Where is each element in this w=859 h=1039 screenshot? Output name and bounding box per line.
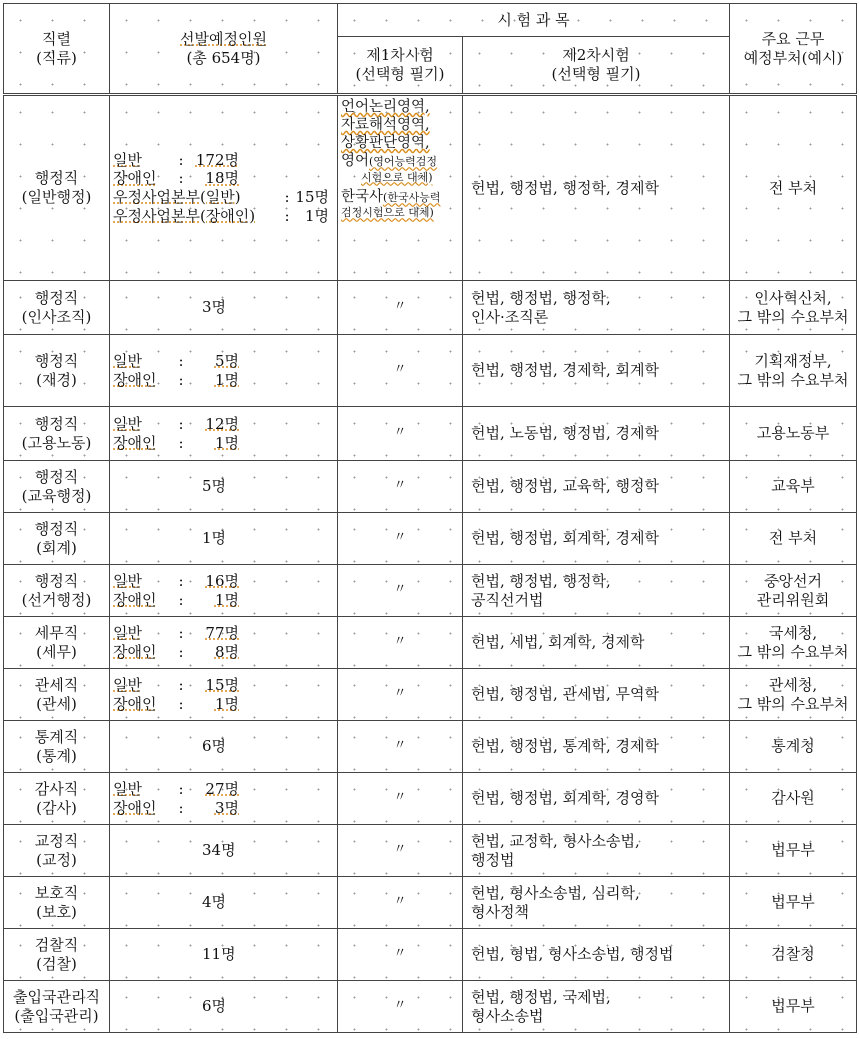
header-second-exam: 제2차시험 (선택형 필기) [463, 37, 730, 95]
quota-separator: : [178, 169, 184, 188]
quota-separator: : [178, 351, 184, 370]
cell-quota [110, 929, 338, 981]
second-exam-subjects: 헌법, 세법, 회계학, 경제학 [471, 633, 645, 652]
position-text: (교육행정) [21, 486, 92, 505]
english-label: 영어 [341, 153, 370, 170]
quota-line [113, 591, 334, 610]
second-exam-subjects: 헌법, 행정법, 경제학, 회계학 [471, 361, 659, 380]
ditto-mark: 〃 [393, 425, 407, 441]
cell-second-exam [463, 773, 730, 825]
quota-separator: : [178, 623, 184, 642]
cell-second-exam [463, 565, 730, 617]
quota-breakdown [113, 572, 334, 610]
cell-position [4, 721, 110, 773]
quota-label: 장애인 [113, 590, 157, 609]
ditto-mark: 〃 [393, 299, 407, 315]
first-exam-subject: 상황판단영역, [341, 135, 430, 152]
english-note: 시험으로 대체) [361, 170, 433, 184]
quota-separator: : [284, 206, 290, 225]
quota-label: 일반 [113, 623, 142, 642]
table-body [4, 95, 857, 1033]
table-row [4, 617, 857, 669]
position-text: (관세) [36, 694, 77, 713]
department-text: 그 밖의 수요부처 [737, 694, 849, 713]
quota-value: 12명 [205, 414, 239, 433]
cell-quota [110, 407, 338, 461]
ditto-mark: 〃 [393, 582, 407, 598]
position-text: 행정직 [34, 519, 79, 538]
first-exam-subject: 자료해석영역, [341, 117, 430, 134]
table-row [4, 407, 857, 461]
cell-first-exam [338, 565, 463, 617]
cell-quota [110, 335, 338, 407]
quota-separator: : [178, 414, 184, 433]
table-header [4, 4, 857, 95]
cell-second-exam [463, 461, 730, 513]
position-text: 행정직 [34, 288, 79, 307]
table-row [4, 669, 857, 721]
cell-quota [110, 461, 338, 513]
quota-label: 우정사업본부(일반) [113, 188, 241, 206]
department-text: 감사원 [771, 789, 815, 808]
recruitment-table [3, 3, 857, 1033]
department-text: 중앙선거 [764, 571, 822, 590]
quota-total: 1명 [202, 529, 227, 548]
second-exam-subjects: 행정법 [471, 850, 515, 869]
header-first-exam: 제1차시험 (선택형 필기) [338, 37, 463, 95]
quota-label: 장애인 [113, 642, 157, 661]
quota-value: 5명 [214, 351, 239, 370]
position-text: (재경) [36, 370, 77, 389]
quota-label: 우정사업본부(장애인) [113, 206, 256, 225]
position-text: (선거행정) [21, 590, 92, 609]
cell-quota [110, 617, 338, 669]
cell-position [4, 929, 110, 981]
cell-department [730, 407, 857, 461]
quota-line [113, 624, 334, 643]
quota-line [113, 207, 334, 226]
quota-line [113, 415, 334, 434]
cell-position [4, 981, 110, 1033]
quota-total: 5명 [202, 477, 227, 496]
second-exam-subjects: 헌법, 형사소송법, 심리학, [471, 883, 640, 902]
position-text: 행정직 [34, 571, 79, 590]
department-text: 그 밖의 수요부처 [737, 370, 849, 389]
quota-breakdown [113, 624, 334, 662]
cell-department [730, 981, 857, 1033]
table-row [4, 773, 857, 825]
position-text: 보호직 [34, 883, 79, 902]
ditto-mark: 〃 [393, 946, 407, 962]
cell-second-exam [463, 407, 730, 461]
department-text: 인사혁신처, [754, 288, 832, 307]
cell-first-exam [338, 513, 463, 565]
ditto-mark: 〃 [393, 842, 407, 858]
cell-first-exam [338, 281, 463, 335]
header-quota: 선발예정인원 (총 654명) [110, 4, 338, 95]
quota-separator: : [178, 571, 184, 590]
table-row [4, 513, 857, 565]
cell-department [730, 929, 857, 981]
cell-first-exam [338, 335, 463, 407]
quota-separator: : [178, 694, 184, 713]
second-exam-subjects: 헌법, 행정법, 통계학, 경제학 [471, 737, 659, 756]
quota-value: 1명 [304, 206, 329, 225]
table-row [4, 461, 857, 513]
quota-label: 장애인 [113, 694, 157, 713]
quota-separator: : [178, 675, 184, 694]
table-row [4, 929, 857, 981]
cell-department [730, 281, 857, 335]
second-exam-subjects: 인사·조직론 [471, 307, 549, 326]
quota-value: 27명 [205, 779, 239, 798]
position-text: 통계직 [34, 727, 79, 746]
cell-position [4, 281, 110, 335]
cell-first-exam [338, 721, 463, 773]
cell-first-exam [338, 929, 463, 981]
department-text: 전 부처 [768, 529, 818, 548]
table-row [4, 95, 857, 281]
second-exam-subjects: 헌법, 노동법, 행정법, 경제학 [471, 424, 659, 443]
cell-position [4, 825, 110, 877]
quota-label: 일반 [113, 779, 142, 798]
second-exam-subjects: 헌법, 행정법, 회계학, 경제학 [471, 529, 659, 548]
quota-value: 172명 [195, 150, 239, 169]
cell-second-exam [463, 335, 730, 407]
position-text: (검찰) [36, 954, 77, 973]
english-subject [341, 152, 459, 170]
cell-department [730, 825, 857, 877]
cell-first-exam [338, 407, 463, 461]
cell-first-exam [338, 877, 463, 929]
quota-line [113, 151, 334, 170]
quota-label: 일반 [113, 675, 142, 694]
ditto-mark: 〃 [393, 894, 407, 910]
position-text: 출입국관리직 [13, 987, 100, 1006]
cell-first-exam [338, 617, 463, 669]
quota-breakdown [113, 780, 334, 818]
quota-separator: : [178, 433, 184, 452]
quota-value: 8명 [214, 642, 239, 661]
second-exam-subjects: 헌법, 행정법, 행정학, [471, 288, 611, 307]
department-text: 관세청, [768, 675, 818, 694]
ditto-mark: 〃 [393, 686, 407, 702]
quota-line [113, 780, 334, 799]
cell-position [4, 617, 110, 669]
cell-second-exam [463, 669, 730, 721]
department-text: 교육부 [771, 477, 815, 496]
cell-department [730, 513, 857, 565]
cell-quota [110, 877, 338, 929]
department-text: 기획재정부, [754, 351, 832, 370]
cell-quota [110, 981, 338, 1033]
department-text: 통계청 [771, 737, 815, 756]
english-note: (영어능력검정 [369, 155, 438, 169]
table-row [4, 335, 857, 407]
header-dept: 주요 근무 예정부처(예시) [730, 4, 857, 95]
quota-line [113, 371, 334, 390]
quota-value: 3명 [214, 798, 239, 817]
header-subjects: 시 험 과 목 [338, 4, 730, 37]
table-row [4, 281, 857, 335]
position-text: (보호) [36, 902, 77, 921]
position-text: 세무직 [34, 623, 79, 642]
korean-history-note: (한국사능력 [383, 191, 441, 205]
ditto-mark: 〃 [393, 362, 407, 378]
position-text: 행정직 [34, 467, 79, 486]
cell-first-exam [338, 773, 463, 825]
department-text: 관리위원회 [756, 590, 830, 609]
position-text: (교정) [36, 850, 77, 869]
quota-value: 18명 [205, 169, 239, 188]
position-text: 행정직 [34, 414, 79, 433]
quota-total: 11명 [202, 945, 236, 964]
ditto-mark: 〃 [393, 634, 407, 650]
second-exam-subjects: 헌법, 행정법, 행정학, [471, 571, 611, 590]
cell-second-exam [463, 513, 730, 565]
cell-department [730, 669, 857, 721]
position-text: 감사직 [34, 779, 79, 798]
cell-second-exam [463, 929, 730, 981]
quota-value: 77명 [205, 623, 239, 642]
quota-total: 6명 [202, 997, 227, 1016]
cell-position [4, 95, 110, 281]
ditto-mark: 〃 [393, 478, 407, 494]
cell-department [730, 721, 857, 773]
ditto-mark: 〃 [393, 998, 407, 1014]
position-text: 행정직 [34, 169, 79, 188]
quota-separator: : [178, 642, 184, 661]
department-text: 국세청, [768, 623, 818, 642]
cell-second-exam [463, 721, 730, 773]
table-row [4, 565, 857, 617]
quota-label: 일반 [113, 351, 142, 370]
cell-position [4, 669, 110, 721]
first-exam-subject: 언어논리영역, [341, 99, 430, 115]
department-text: 그 밖의 수요부처 [737, 307, 849, 326]
quota-separator: : [284, 188, 290, 206]
quota-line [113, 643, 334, 662]
cell-second-exam [463, 877, 730, 929]
cell-quota [110, 565, 338, 617]
quota-value: 1명 [214, 433, 239, 452]
cell-department [730, 565, 857, 617]
position-text: 관세직 [34, 675, 79, 694]
header-position: 직렬 (직류) [4, 4, 110, 95]
cell-quota [110, 669, 338, 721]
department-text: 검찰청 [771, 945, 815, 964]
position-text: (감사) [36, 798, 77, 817]
cell-second-exam [463, 95, 730, 281]
quota-value: 15명 [205, 675, 239, 694]
cell-quota [110, 773, 338, 825]
cell-quota [110, 721, 338, 773]
ditto-mark: 〃 [393, 738, 407, 754]
cell-quota [110, 95, 338, 281]
quota-line [113, 572, 334, 591]
second-exam-subjects: 공직선거법 [471, 590, 544, 609]
cell-position [4, 565, 110, 617]
cell-position [4, 773, 110, 825]
department-text: 법무부 [771, 893, 815, 912]
quota-label: 일반 [113, 414, 142, 433]
cell-position [4, 461, 110, 513]
position-text: (고용노동) [21, 433, 92, 452]
quota-label: 장애인 [113, 433, 157, 452]
cell-first-exam [338, 669, 463, 721]
quota-label: 장애인 [113, 798, 157, 817]
quota-label: 장애인 [113, 169, 157, 188]
cell-position [4, 513, 110, 565]
second-exam-subjects: 형사정책 [471, 902, 529, 921]
quota-line [113, 676, 334, 695]
quota-total: 6명 [202, 737, 227, 756]
position-text: (통계) [36, 746, 77, 765]
quota-line [113, 188, 334, 207]
position-text: 교정직 [34, 831, 79, 850]
second-exam-subjects: 헌법, 형법, 형사소송법, 행정법 [471, 945, 674, 964]
cell-position [4, 877, 110, 929]
department-text: 고용노동부 [756, 424, 830, 443]
cell-position [4, 407, 110, 461]
quota-separator: : [178, 150, 184, 169]
department-text: 그 밖의 수요부처 [737, 642, 849, 661]
cell-quota [110, 825, 338, 877]
position-text: (세무) [36, 642, 77, 661]
ditto-mark: 〃 [393, 530, 407, 546]
quota-breakdown [113, 415, 334, 453]
quota-label: 장애인 [113, 370, 157, 389]
department-text: 전 부처 [768, 178, 818, 197]
cell-department [730, 877, 857, 929]
cell-second-exam [463, 281, 730, 335]
korean-history-subject [341, 188, 459, 206]
quota-breakdown [113, 352, 334, 390]
table-row [4, 721, 857, 773]
cell-quota [110, 513, 338, 565]
quota-breakdown [113, 151, 334, 226]
quota-total: 3명 [202, 298, 227, 317]
quota-value: 1명 [214, 370, 239, 389]
quota-value: 15명 [295, 188, 329, 206]
cell-department [730, 335, 857, 407]
quota-value: 1명 [214, 590, 239, 609]
cell-department [730, 773, 857, 825]
cell-department [730, 461, 857, 513]
position-text: (출입국관리) [14, 1006, 99, 1025]
cell-second-exam [463, 981, 730, 1033]
position-text: 검찰직 [34, 935, 79, 954]
ditto-mark: 〃 [393, 790, 407, 806]
cell-quota [110, 281, 338, 335]
second-exam-subjects: 헌법, 행정법, 국제법, [471, 987, 611, 1006]
quota-total: 34명 [202, 841, 236, 860]
quota-label: 일반 [113, 571, 142, 590]
quota-line [113, 169, 334, 188]
cell-position [4, 335, 110, 407]
korean-history-label: 한국사 [341, 189, 384, 206]
department-text: 법무부 [771, 841, 815, 860]
position-text: (회계) [36, 538, 77, 557]
cell-first-exam [338, 981, 463, 1033]
quota-separator: : [178, 590, 184, 609]
second-exam-subjects: 헌법, 행정법, 교육학, 행정학 [471, 477, 659, 496]
position-text: (인사조직) [21, 307, 92, 326]
quota-label: 일반 [113, 150, 142, 169]
second-exam-subjects: 헌법, 행정법, 회계학, 경영학 [471, 789, 659, 808]
table-row [4, 877, 857, 929]
quota-value: 16명 [205, 571, 239, 590]
table-row [4, 981, 857, 1033]
quota-separator: : [178, 370, 184, 389]
cell-second-exam [463, 617, 730, 669]
cell-department [730, 617, 857, 669]
second-exam-subjects: 헌법, 교정학, 형사소송법, [471, 831, 640, 850]
second-exam-subjects: 헌법, 행정법, 관세법, 무역학 [471, 685, 659, 704]
position-text: (일반행정) [21, 188, 92, 206]
cell-first-exam [338, 461, 463, 513]
quota-line [113, 434, 334, 453]
quota-separator: : [178, 798, 184, 817]
quota-line [113, 695, 334, 714]
department-text: 법무부 [771, 997, 815, 1016]
position-text: 행정직 [34, 351, 79, 370]
quota-total: 4명 [202, 893, 227, 912]
cell-second-exam [463, 825, 730, 877]
cell-department [730, 95, 857, 281]
quota-line [113, 352, 334, 371]
korean-history-note: 검정시험으로 대체) [341, 206, 434, 220]
second-exam-subjects: 헌법, 행정법, 행정학, 경제학 [471, 178, 659, 197]
cell-first-exam [338, 825, 463, 877]
second-exam-subjects: 형사소송법 [471, 1006, 544, 1025]
quota-line [113, 799, 334, 818]
quota-value: 1명 [214, 694, 239, 713]
table-row [4, 825, 857, 877]
cell-first-exam [338, 95, 463, 281]
quota-breakdown [113, 676, 334, 714]
quota-separator: : [178, 779, 184, 798]
